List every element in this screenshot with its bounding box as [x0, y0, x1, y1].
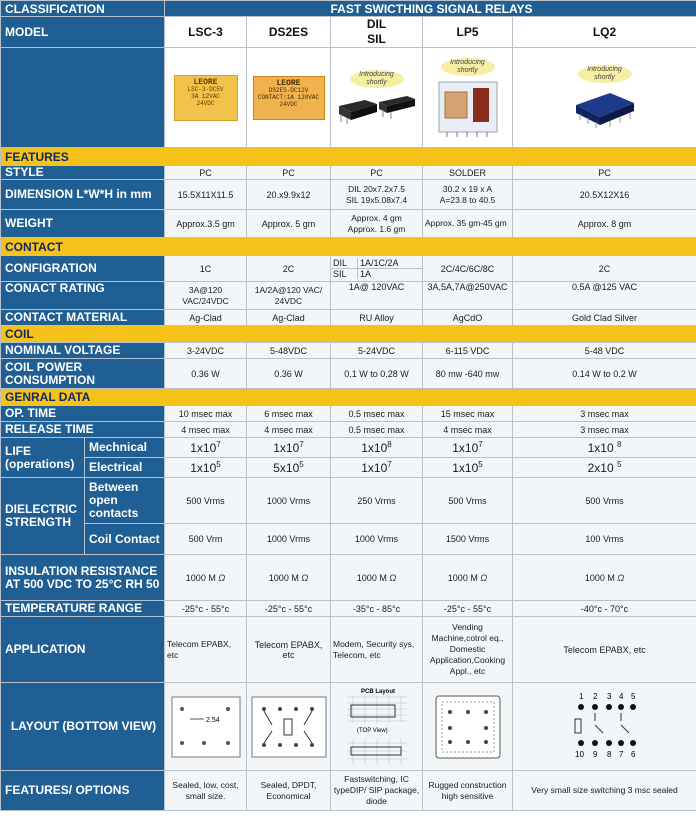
- life-elec-label: Electrical: [85, 458, 165, 478]
- rating-lp5: 3A,5A,7A@250VAC: [423, 282, 513, 310]
- style-lq2: PC: [513, 166, 696, 180]
- temp-ds2es: -25°c - 55°c: [247, 601, 331, 617]
- voltage-lp5: 6-115 VDC: [423, 343, 513, 359]
- insulation-lsc3: 1000 M Ω: [165, 555, 247, 601]
- insulation-lp5: 1000 M Ω: [423, 555, 513, 601]
- row-label-coil-power: COIL POWER CONSUMPTION: [1, 359, 165, 389]
- optime-lp5: 15 msec max: [423, 406, 513, 422]
- dimension-lp5: 30.2 x 19 x A A=23.8 to 40.5: [423, 180, 513, 210]
- layout-lq2: [513, 683, 696, 771]
- release-lp5: 4 msec max: [423, 422, 513, 438]
- lq2-pin-8: 8: [606, 749, 611, 759]
- layout-ds2es-diagram: [250, 695, 328, 759]
- layout-lq2-diagram: [565, 689, 645, 765]
- row-label-configuration: CONFIGRATION: [1, 256, 165, 282]
- dielectric-coil-label: Coil Contact: [85, 524, 165, 555]
- layout-lsc3-diagram: [170, 695, 242, 759]
- insulation-lq2: 1000 M Ω: [513, 555, 696, 601]
- voltage-dil: 5-24VDC: [331, 343, 423, 359]
- introducing-badge-lq2: Introducing shortly: [578, 65, 632, 83]
- row-label-life: LIFE (operations): [1, 438, 85, 478]
- row-label-weight: WEIGHT: [1, 210, 165, 238]
- ds2es-line3: 24VDC: [279, 100, 298, 108]
- row-label-nominal-voltage: NOMINAL VOLTAGE: [1, 343, 165, 359]
- weight-lq2: Approx. 8 gm: [513, 210, 696, 238]
- layout-dil: [331, 683, 423, 771]
- life-mech-lp5: $1x10^7$: [423, 438, 513, 458]
- pcb-layout-label: PCB Layout: [360, 688, 395, 695]
- life-elec-lp5: $1x10^5$: [423, 458, 513, 478]
- model-ds2es: DS2ES: [247, 17, 331, 48]
- weight-lp5: Approx. 35 gm-45 gm: [423, 210, 513, 238]
- row-label-op-time: OP. TIME: [1, 406, 165, 422]
- row-label-contact-material: CONTACT MATERIAL: [1, 310, 165, 326]
- lq2-pin-9: 9: [592, 749, 597, 759]
- life-elec-ds2es: $5x10^5$: [247, 458, 331, 478]
- layout-dil-diagram: [337, 685, 417, 769]
- config-sil-key: SIL: [331, 269, 358, 280]
- section-general-data: GENRAL DATA: [1, 389, 696, 406]
- life-mech-label: Mechnical: [85, 438, 165, 458]
- row-label-application: APPLICATION: [1, 617, 165, 683]
- rating-ds2es: 1A/2A@120 VAC/ 24VDC: [247, 282, 331, 310]
- image-row-label: [1, 48, 165, 148]
- life-mech-lsc3: $1x10^7$: [165, 438, 247, 458]
- row-label-temperature: TEMPERATURE RANGE: [1, 601, 165, 617]
- introducing-badge-lp5: Introducing shortly: [441, 58, 495, 76]
- ds2es-brand: LEORE: [276, 78, 301, 88]
- release-dil: 0.5 msec max: [331, 422, 423, 438]
- dimension-lq2: 20.5X12X16: [513, 180, 696, 210]
- ds2es-line2: CONTACT:1A 120VAC: [257, 93, 320, 101]
- layout-lsc3: [165, 683, 247, 771]
- dielectric-coil-lp5: 1500 Vrms: [423, 524, 513, 555]
- image-dil-sil: [331, 48, 423, 148]
- optime-dil: 0.5 msec max: [331, 406, 423, 422]
- lq2-relay-picture: [570, 85, 640, 131]
- config-dil-sil: [331, 256, 423, 282]
- layout-lsc3-dim: 2.54: [205, 716, 220, 724]
- features-ds2es: Sealed, DPDT, Economical: [247, 771, 331, 811]
- weight-dil: Approx. 4 gm Approx. 1.6 gm: [331, 210, 423, 238]
- dielectric-open-ds2es: 1000 Vrms: [247, 478, 331, 524]
- row-label-layout: LAYOUT (BOTTOM VIEW): [1, 683, 165, 771]
- voltage-lq2: 5-48 VDC: [513, 343, 696, 359]
- temp-lq2: -40°c - 70°c: [513, 601, 696, 617]
- lq2-pin-3: 3: [606, 691, 611, 701]
- config-sil-value: 1A: [358, 269, 423, 280]
- ds2es-line1: DS2ES-DC12V: [268, 86, 309, 94]
- table-title: FAST SWICTHING SIGNAL RELAYS: [165, 1, 696, 17]
- power-lp5: 80 mw -640 mw: [423, 359, 513, 389]
- model-lsc3: LSC-3: [165, 17, 247, 48]
- material-dil: RU Alloy: [331, 310, 423, 326]
- image-lsc3: [165, 48, 247, 148]
- dielectric-open-lp5: 500 Vrms: [423, 478, 513, 524]
- lsc3-brand: LEORE: [193, 77, 218, 87]
- section-contact: CONTACT: [1, 238, 696, 256]
- section-features: FEATURES: [1, 148, 696, 166]
- application-dil: Modem, Security sys, Telecom, etc: [331, 617, 423, 683]
- image-lq2: [513, 48, 696, 148]
- row-label-contact-rating: CONACT RATING: [1, 282, 165, 310]
- life-mech-dil: $1x10^8$: [331, 438, 423, 458]
- life-elec-dil: $1x10^7$: [331, 458, 423, 478]
- features-lp5: Rugged construction high sensitive: [423, 771, 513, 811]
- dielectric-coil-lsc3: 500 Vrm: [165, 524, 247, 555]
- dil-sil-relay-picture: [335, 90, 419, 126]
- life-elec-lq2: 2x10 $^5$: [513, 458, 696, 478]
- release-lsc3: 4 msec max: [165, 422, 247, 438]
- material-lq2: Gold Clad Silver: [513, 310, 696, 326]
- dimension-ds2es: 20.x9.9x12: [247, 180, 331, 210]
- layout-ds2es: [247, 683, 331, 771]
- dielectric-coil-dil: 1000 Vrms: [331, 524, 423, 555]
- rating-lq2: 0.5A @125 VAC: [513, 282, 696, 310]
- voltage-ds2es: 5-48VDC: [247, 343, 331, 359]
- weight-ds2es: Approx. 5 gm: [247, 210, 331, 238]
- application-ds2es: Telecom EPABX, etc: [247, 617, 331, 683]
- rating-dil: 1A@ 120VAC: [331, 282, 423, 310]
- temp-lsc3: -25°c - 55°c: [165, 601, 247, 617]
- lq2-pin-6: 6: [630, 749, 635, 759]
- row-label-dielectric: DIELECTRIC STRENGTH: [1, 478, 85, 555]
- temp-dil: -35°c - 85°c: [331, 601, 423, 617]
- release-lq2: 3 msec max: [513, 422, 696, 438]
- power-lq2: 0.14 W to 0.2 W: [513, 359, 696, 389]
- life-mech-lq2: 1x10 $^8$: [513, 438, 696, 458]
- lq2-pin-5: 5: [630, 691, 635, 701]
- optime-lsc3: 10 msec max: [165, 406, 247, 422]
- style-lsc3: PC: [165, 166, 247, 180]
- config-ds2es: 2C: [247, 256, 331, 282]
- image-ds2es: [247, 48, 331, 148]
- power-dil: 0.1 W to 0.28 W: [331, 359, 423, 389]
- lq2-pin-10: 10: [574, 749, 584, 759]
- row-label-features-options: FEATURES/ OPTIONS: [1, 771, 165, 811]
- application-lp5: Vending Machine,cotrol eq., Domestic Application,Cooking Appl., etc: [423, 617, 513, 683]
- dielectric-open-lq2: 500 Vrms: [513, 478, 696, 524]
- material-lp5: AgCdO: [423, 310, 513, 326]
- dielectric-open-lsc3: 500 Vrms: [165, 478, 247, 524]
- dimension-dil: DIL 20x7.2x7.5 SIL 19x5.08x7.4: [331, 180, 423, 210]
- top-view-label: (TOP View): [356, 727, 388, 734]
- classification-label: CLASSIFICATION: [1, 1, 165, 17]
- lq2-pin-7: 7: [618, 749, 623, 759]
- section-coil: COIL: [1, 326, 696, 343]
- lsc3-line1: LSC-3-DC5V: [187, 85, 224, 93]
- lq2-pin-2: 2: [592, 691, 597, 701]
- life-elec-lsc3: $1x10^5$: [165, 458, 247, 478]
- insulation-ds2es: 1000 M Ω: [247, 555, 331, 601]
- model-label: MODEL: [1, 17, 165, 48]
- config-dil-key: DIL: [331, 258, 358, 269]
- lsc3-line2: 3A 12VAC: [191, 92, 220, 100]
- config-lsc3: 1C: [165, 256, 247, 282]
- config-dil-value: 1A/1C/2A: [358, 258, 423, 269]
- style-dil: PC: [331, 166, 423, 180]
- optime-lq2: 3 msec max: [513, 406, 696, 422]
- weight-lsc3: Approx.3.5 gm: [165, 210, 247, 238]
- style-ds2es: PC: [247, 166, 331, 180]
- lsc3-line3: 24VDC: [196, 99, 215, 107]
- config-lp5: 2C/4C/6C/8C: [423, 256, 513, 282]
- material-lsc3: Ag-Clad: [165, 310, 247, 326]
- lq2-pin-4: 4: [618, 691, 623, 701]
- release-ds2es: 4 msec max: [247, 422, 331, 438]
- image-lp5: [423, 48, 513, 148]
- dielectric-coil-ds2es: 1000 Vrms: [247, 524, 331, 555]
- row-label-release-time: RELEASE TIME: [1, 422, 165, 438]
- features-lq2: Very small size switching 3 msc sealed: [513, 771, 696, 811]
- voltage-lsc3: 3-24VDC: [165, 343, 247, 359]
- config-lq2: 2C: [513, 256, 696, 282]
- dielectric-open-label: Between open contacts: [85, 478, 165, 524]
- application-lq2: Telecom EPABX, etc: [513, 617, 696, 683]
- features-dil: Fastswitching, IC typeDIP/ SIP package, diode: [331, 771, 423, 811]
- lq2-pin-1: 1: [578, 691, 583, 701]
- model-lp5: LP5: [423, 17, 513, 48]
- dielectric-coil-lq2: 100 Vrms: [513, 524, 696, 555]
- row-label-style: STYLE: [1, 166, 165, 180]
- insulation-dil: 1000 M Ω: [331, 555, 423, 601]
- rating-lsc3: 3A@120 VAC/24VDC: [165, 282, 247, 310]
- dielectric-open-dil: 250 Vrms: [331, 478, 423, 524]
- model-lq2: LQ2: [513, 17, 696, 48]
- introducing-badge-dil: Introducing shortly: [350, 70, 404, 88]
- power-ds2es: 0.36 W: [247, 359, 331, 389]
- application-lsc3: Telecom EPABX, etc: [165, 617, 247, 683]
- power-lsc3: 0.36 W: [165, 359, 247, 389]
- life-mech-ds2es: $1x10^7$: [247, 438, 331, 458]
- dimension-lsc3: 15.5X11X11.5: [165, 180, 247, 210]
- optime-ds2es: 6 msec max: [247, 406, 331, 422]
- style-lp5: SOLDER: [423, 166, 513, 180]
- layout-lp5-diagram: [430, 692, 506, 762]
- row-label-insulation: INSULATION RESISTANCE AT 500 VDC TO 25°C RH 50: [1, 555, 165, 601]
- lp5-relay-picture: [433, 78, 503, 138]
- material-ds2es: Ag-Clad: [247, 310, 331, 326]
- row-label-dimension: DIMENSION L*W*H in mm: [1, 180, 165, 210]
- temp-lp5: -25°c - 55°c: [423, 601, 513, 617]
- layout-lp5: [423, 683, 513, 771]
- features-lsc3: Sealed, low, cost, small size.: [165, 771, 247, 811]
- model-dil-sil: DIL SIL: [331, 17, 423, 48]
